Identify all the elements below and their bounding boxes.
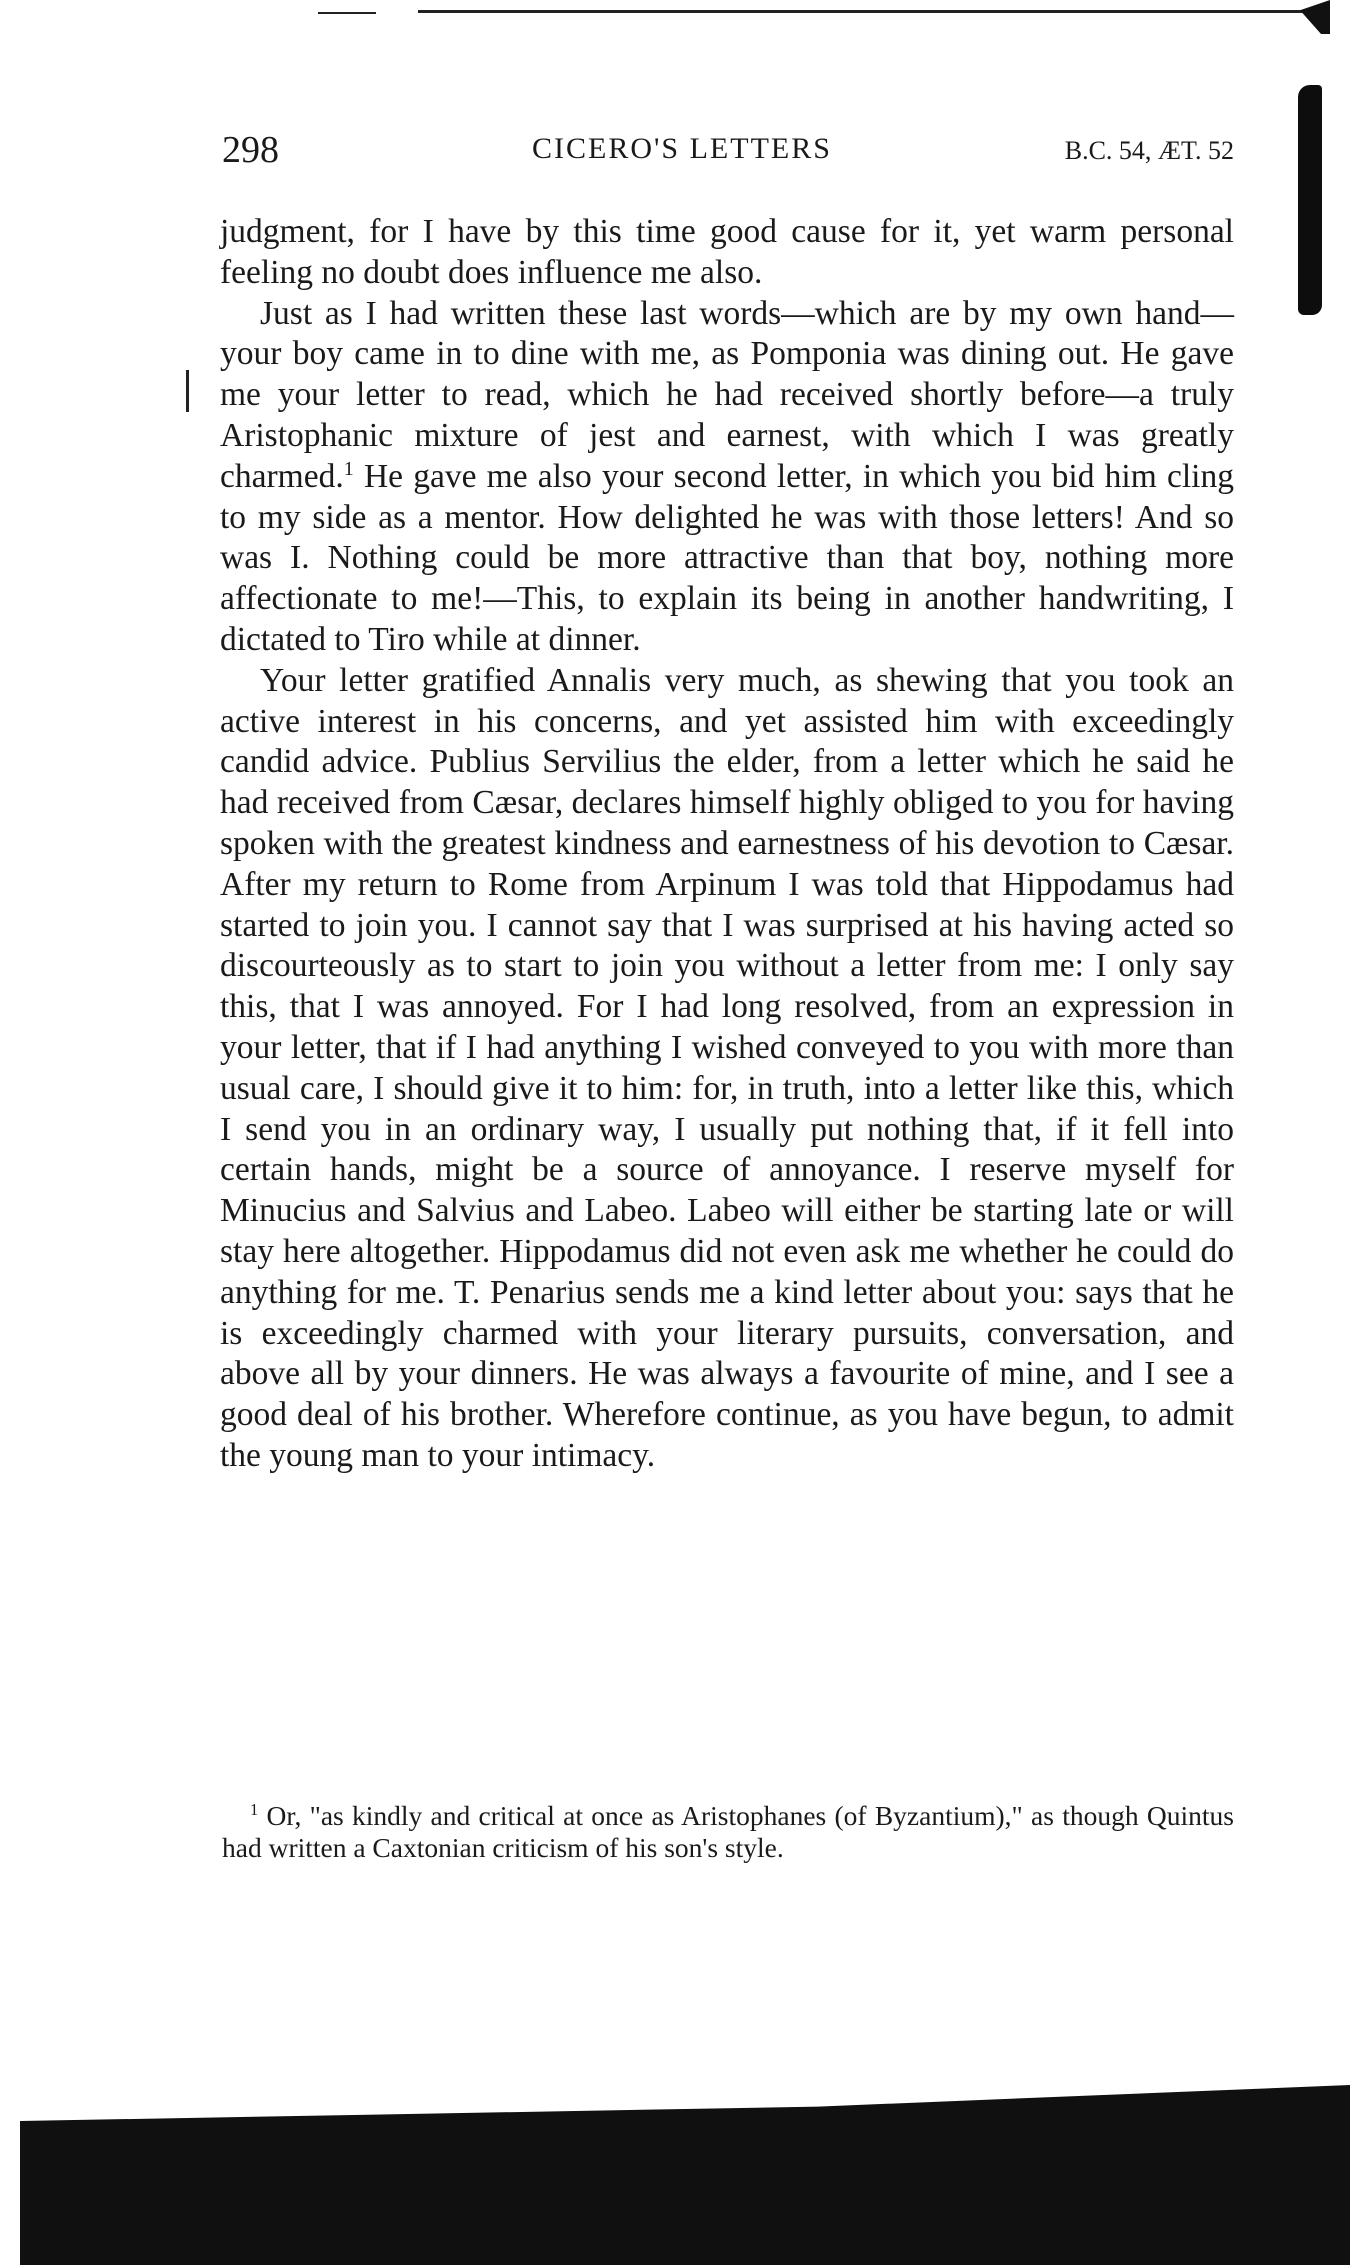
footnote (222, 1800, 1234, 1864)
running-header (222, 128, 1234, 182)
letter-body (220, 212, 1234, 1477)
scan-bottom-shadow (20, 2085, 1350, 2265)
date-note: B.C. 54, ÆT. 52 (1064, 136, 1234, 165)
paragraph-1: judgment, for I have by this time good cause for it, yet warm personal feeling no doubt does influence me also. (220, 213, 1234, 291)
top-rule-long (418, 10, 1318, 13)
paragraph-3: Your letter gratified Annalis very much, as shewing that you took an active interest in his concerns, and yet assisted him with exceedingly candid advice. Publius Servilius the elder, from a letter which he said he had received from Cæsar, declares himself highly obliged to you for having spoken with the greatest kindness and earnestness of his devotion to Cæsar. After my return to Rome from Arpinum I was told that Hippodamus had started to join you. I cannot say that I was surprised at his having acted so discourteously as to start to join you without a letter from me: I only say this, that I was annoyed. For I had long resolved, from an expression in your letter, that if I had anything I wished conveyed to you with more than usual care, I should give it to him: for, in truth, into a letter like this, which I send you in an ordinary way, I usually put nothing that, if it fell into certain hands, might be a source of annoyance. I reserve myself for Minucius and Salvius and Labeo. Labeo will either be starting late or will stay here altogether. Hippodamus did not even ask me whether he could do anything for me. T. Penarius sends me a kind letter about you: says that he is exceedingly charmed with your literary pursuits, conversation, and above all by your dinners. He was always a favourite of mine, and I see a good deal of his brother. Wherefore continue, as you have begun, to admit the young man to your intimacy. (220, 661, 1234, 1474)
running-title: CICERO'S LETTERS (532, 132, 832, 165)
paragraph-2-part-b: He gave me also your second letter, in which you bid him cling to my side as a mentor. How delighted he was with those letters! And so was I. Nothing could be more attractive than that boy, nothing more affectionate to me!—This, to explain its being in another handwriting, I dictated to Tiro while at dinner. (220, 457, 1234, 658)
scan-corner-mark (1300, 0, 1330, 34)
paragraph-2-part-a: Just as I had written these last words—which are by my own hand—your boy came in to dine with me, as Pomponia was dining out. He gave me your letter to read, which he had received shortly before—a truly Aristophanic mixture of jest and earnest, with which I was greatly charmed. (220, 294, 1234, 495)
page-number: 298 (222, 129, 279, 171)
footnote-number: 1 (250, 1799, 259, 1819)
page-edge-shadow (1298, 85, 1322, 315)
margin-mark (186, 370, 189, 412)
paragraph-2 (220, 294, 1234, 661)
footnote-text: Or, "as kindly and critical at once as Aristophanes (of Byzantium)," as though Quintus had written a Caxtonian criticism of his son's style. (222, 1800, 1234, 1863)
top-rule-short (318, 12, 376, 14)
footnote-reference[interactable]: 1 (343, 457, 354, 480)
